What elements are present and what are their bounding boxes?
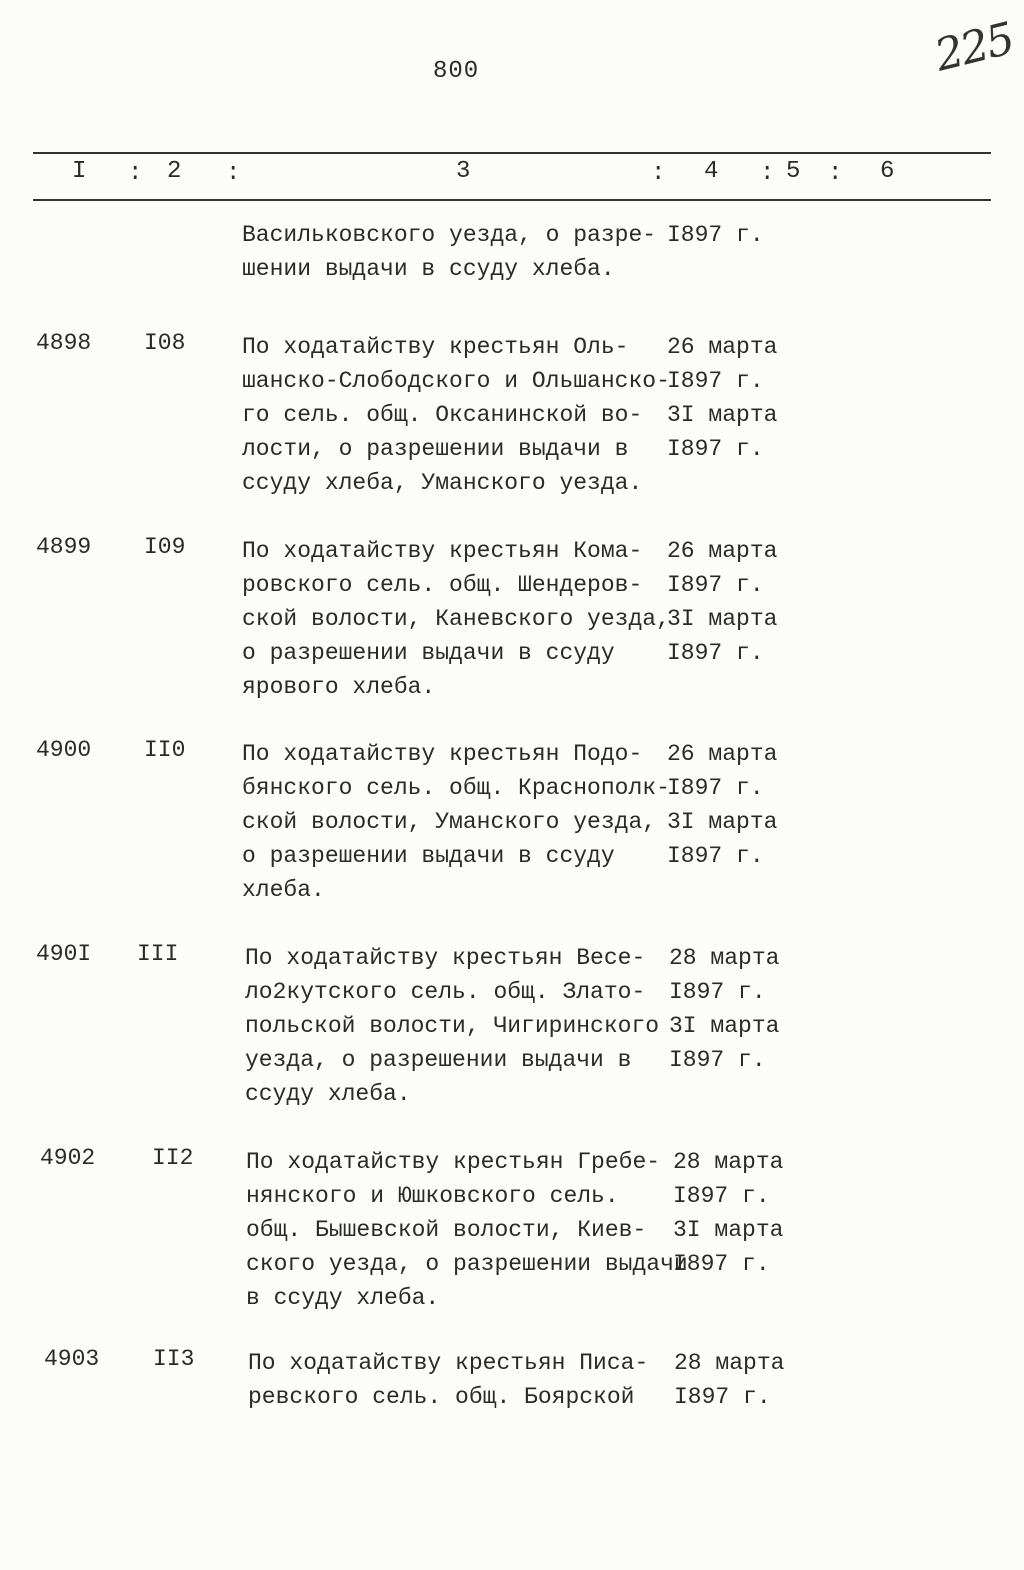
description-line: шанско-Слободского и Ольшанско- xyxy=(242,368,670,394)
date-line: I897 г. xyxy=(673,1251,770,1277)
entry-description xyxy=(248,1346,673,1414)
description-line: ревского сель. общ. Боярской xyxy=(248,1384,635,1410)
description-line: По ходатайству крестьян Писа- xyxy=(248,1350,649,1376)
header-top-rule xyxy=(33,152,991,154)
entry-description xyxy=(242,330,670,500)
date-line: 26 марта xyxy=(667,741,778,767)
description-line: ского уезда, о разрешении выдачи xyxy=(246,1251,688,1277)
date-line: I897 г. xyxy=(667,572,764,598)
date-line: 3I марта xyxy=(669,1013,780,1039)
description-line: ло2кутского сель. общ. Злато- xyxy=(245,979,646,1005)
entry-sheet-number: II3 xyxy=(153,1346,195,1372)
entry-sheet-number: II0 xyxy=(144,737,186,763)
entry-number: 4899 xyxy=(36,534,92,560)
description-line: По ходатайству крестьян Кома- xyxy=(242,538,643,564)
column-header-6: 6 xyxy=(880,158,895,185)
entry-description xyxy=(242,534,670,704)
description-line: хлеба. xyxy=(242,877,325,903)
column-separator: : xyxy=(226,160,241,187)
entry-description xyxy=(242,737,670,907)
description-line: го сель. общ. Оксанинской во- xyxy=(242,402,643,428)
date-line: 28 марта xyxy=(669,945,780,971)
date-line: 3I марта xyxy=(667,402,778,428)
column-separator: : xyxy=(128,160,143,187)
description-line: о разрешении выдачи в ссуду xyxy=(242,640,615,666)
date-line: 28 марта xyxy=(673,1149,784,1175)
entry-dates xyxy=(667,737,807,873)
description-line: польской волости, Чигиринского xyxy=(245,1013,660,1039)
archive-number-handwritten: 225 xyxy=(929,13,1018,82)
date-line: I897 г. xyxy=(669,979,766,1005)
column-header-4: 4 xyxy=(704,158,719,185)
column-header-1: I xyxy=(72,158,87,185)
entry-dates xyxy=(667,218,807,252)
description-line: ровского сель. общ. Шендеров- xyxy=(242,572,643,598)
description-line: По ходатайству крестьян Оль- xyxy=(242,334,629,360)
entry-number: 490I xyxy=(36,941,92,967)
entry-sheet-number: I09 xyxy=(144,534,186,560)
description-line: ской волости, Уманского уезда, xyxy=(242,809,657,835)
date-line: I897 г. xyxy=(669,1047,766,1073)
date-line: 26 марта xyxy=(667,334,778,360)
date-line: 3I марта xyxy=(673,1217,784,1243)
description-line: уезда, о разрешении выдачи в xyxy=(245,1047,632,1073)
date-line: I897 г. xyxy=(667,436,764,462)
date-line: 26 марта xyxy=(667,538,778,564)
description-line: По ходатайству крестьян Весе- xyxy=(245,945,646,971)
description-line: Васильковского уезда, о разре- xyxy=(242,222,657,248)
header-bottom-rule xyxy=(33,199,991,201)
entry-number: 4902 xyxy=(40,1145,96,1171)
description-line: в ссуду хлеба. xyxy=(246,1285,440,1311)
date-line: I897 г. xyxy=(667,222,764,248)
description-line: шении выдачи в ссуду хлеба. xyxy=(242,256,615,282)
date-line: I897 г. xyxy=(667,775,764,801)
entry-dates xyxy=(673,1145,813,1281)
column-separator: : xyxy=(651,160,666,187)
description-line: ссуду хлеба. xyxy=(245,1081,411,1107)
entry-description xyxy=(242,218,667,286)
description-line: о разрешении выдачи в ссуду xyxy=(242,843,615,869)
date-line: I897 г. xyxy=(667,640,764,666)
column-header-5: 5 xyxy=(786,158,801,185)
description-line: ярового хлеба. xyxy=(242,674,436,700)
entry-dates xyxy=(674,1346,814,1414)
date-line: 3I марта xyxy=(667,809,778,835)
entry-sheet-number: II2 xyxy=(152,1145,194,1171)
date-line: I897 г. xyxy=(667,368,764,394)
description-line: нянского и Юшковского сель. xyxy=(246,1183,619,1209)
description-line: общ. Бышевской волости, Киев- xyxy=(246,1217,647,1243)
date-line: I897 г. xyxy=(674,1384,771,1410)
column-header-3: 3 xyxy=(456,158,471,185)
entry-number: 4900 xyxy=(36,737,92,763)
description-line: лости, о разрешении выдачи в xyxy=(242,436,629,462)
column-header-2: 2 xyxy=(167,158,182,185)
description-line: бянского сель. общ. Краснополк- xyxy=(242,775,670,801)
page-number: 800 xyxy=(433,58,480,85)
date-line: I897 г. xyxy=(667,843,764,869)
entry-dates xyxy=(669,941,809,1077)
column-separator: : xyxy=(828,160,843,187)
description-line: По ходатайству крестьян Гребе- xyxy=(246,1149,661,1175)
entry-description xyxy=(245,941,670,1111)
description-line: ссуду хлеба, Уманского уезда. xyxy=(242,470,643,496)
date-line: I897 г. xyxy=(673,1183,770,1209)
description-line: По ходатайству крестьян Подо- xyxy=(242,741,643,767)
entry-dates xyxy=(667,534,807,670)
entry-number: 4898 xyxy=(36,330,92,356)
entry-sheet-number: I08 xyxy=(144,330,186,356)
date-line: 28 марта xyxy=(674,1350,785,1376)
description-line: ской волости, Каневского уезда, xyxy=(242,606,670,632)
entry-sheet-number: III xyxy=(137,941,179,967)
date-line: 3I марта xyxy=(667,606,778,632)
entry-dates xyxy=(667,330,807,466)
entry-number: 4903 xyxy=(44,1346,100,1372)
entry-description xyxy=(246,1145,688,1315)
column-separator: : xyxy=(760,160,775,187)
